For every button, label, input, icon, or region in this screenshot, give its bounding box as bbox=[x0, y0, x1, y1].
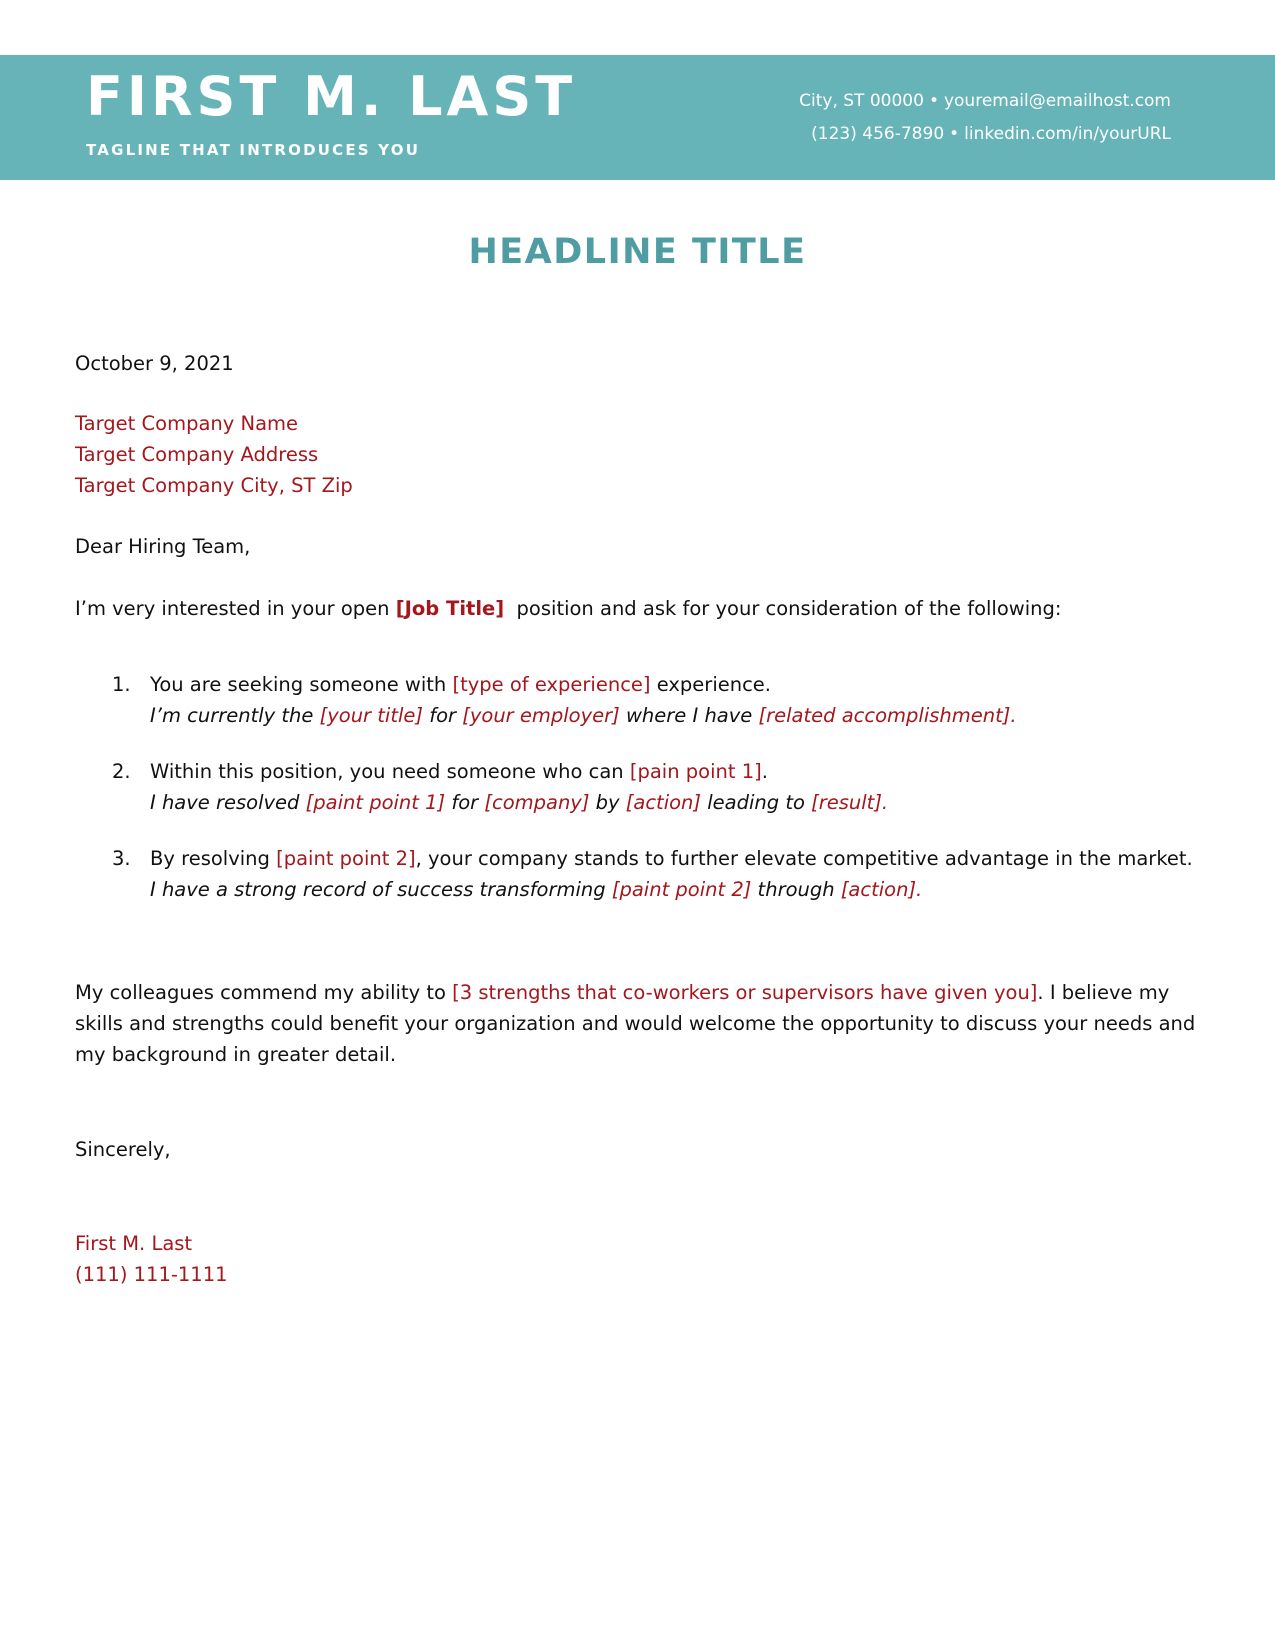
text: I’m currently the bbox=[150, 704, 320, 727]
intro-sentence bbox=[75, 593, 1205, 624]
email: youremail@emailhost.com bbox=[943, 91, 1171, 111]
applicant-name: FIRST M. LAST bbox=[86, 65, 577, 128]
text: , your company stands to further elevate competitive advantage in the market. bbox=[415, 847, 1193, 870]
text: I have a strong record of success transforming bbox=[150, 878, 612, 901]
text: Within this position, you need someone who can bbox=[150, 760, 630, 783]
list-line-response bbox=[150, 700, 1210, 731]
placeholder: [your employer] bbox=[462, 704, 620, 727]
phone: (123) 456-7890 bbox=[811, 124, 945, 144]
strengths-placeholder: [3 strengths that co-workers or supervisors have given you] bbox=[452, 981, 1038, 1004]
text: . I believe my skills and strengths could benefit your organization and would welcome the opportunity to discuss your needs and my background in greater detail. bbox=[75, 981, 1196, 1066]
list-number: 2. bbox=[112, 760, 131, 783]
text: for bbox=[423, 704, 463, 727]
placeholder: [paint point 1] bbox=[305, 791, 446, 814]
job-title-placeholder: [Job Title] bbox=[395, 597, 505, 620]
placeholder: [pain point 1] bbox=[629, 760, 762, 783]
headline-title: HEADLINE TITLE bbox=[468, 232, 807, 272]
contact-line-phone-linkedin bbox=[811, 126, 1171, 143]
placeholder: [action] bbox=[625, 791, 702, 814]
signature-name: First M. Last bbox=[75, 1232, 193, 1255]
list-number: 1. bbox=[112, 673, 131, 696]
text: experience. bbox=[650, 673, 772, 696]
list-body bbox=[150, 669, 1210, 731]
text: My colleagues commend my ability to bbox=[75, 981, 453, 1004]
closing: Sincerely, bbox=[75, 1138, 171, 1161]
signature-phone: (111) 111-1111 bbox=[75, 1263, 228, 1286]
text: By resolving bbox=[150, 847, 277, 870]
text: I have resolved bbox=[150, 791, 306, 814]
letter-date: October 9, 2021 bbox=[75, 352, 234, 375]
text: You are seeking someone with bbox=[150, 673, 453, 696]
contact-line-location-email bbox=[799, 93, 1171, 110]
bullet-separator: • bbox=[928, 91, 939, 111]
signature-block bbox=[75, 1228, 1205, 1290]
placeholder: [related accomplishment]. bbox=[758, 704, 1017, 727]
text: leading to bbox=[701, 791, 812, 814]
tagline: TAGLINE THAT INTRODUCES YOU bbox=[86, 141, 421, 159]
linkedin-url: linkedin.com/in/yourURL bbox=[964, 124, 1171, 144]
placeholder: [result]. bbox=[811, 791, 889, 814]
strengths-paragraph bbox=[75, 977, 1200, 1070]
placeholder: [action]. bbox=[840, 878, 923, 901]
text: through bbox=[751, 878, 841, 901]
text: for bbox=[445, 791, 485, 814]
company-name: Target Company Name bbox=[75, 412, 299, 435]
list-body bbox=[150, 756, 1210, 818]
list-line-need bbox=[150, 843, 1210, 874]
recipient-block bbox=[75, 408, 1205, 501]
salutation: Dear Hiring Team, bbox=[75, 535, 251, 558]
location: City, ST 00000 bbox=[799, 91, 924, 111]
placeholder: [your title] bbox=[319, 704, 424, 727]
placeholder: [type of experience] bbox=[452, 673, 651, 696]
placeholder: [paint point 2] bbox=[611, 878, 752, 901]
text: . bbox=[761, 760, 768, 783]
list-line-need bbox=[150, 669, 1210, 700]
company-address: Target Company Address bbox=[75, 443, 319, 466]
bullet-separator: • bbox=[949, 124, 960, 144]
list-line-response bbox=[150, 787, 1210, 818]
placeholder: [company] bbox=[484, 791, 590, 814]
intro-text: I’m very interested in your open bbox=[75, 597, 396, 620]
list-line-need bbox=[150, 756, 1210, 787]
list-body bbox=[150, 843, 1210, 905]
text: where I have bbox=[619, 704, 759, 727]
placeholder: [paint point 2] bbox=[276, 847, 416, 870]
list-line-response bbox=[150, 874, 1210, 905]
text: by bbox=[589, 791, 626, 814]
company-city: Target Company City, ST Zip bbox=[75, 474, 353, 497]
intro-text-end: position and ask for your consideration of the following: bbox=[504, 597, 1062, 620]
list-number: 3. bbox=[112, 847, 131, 870]
